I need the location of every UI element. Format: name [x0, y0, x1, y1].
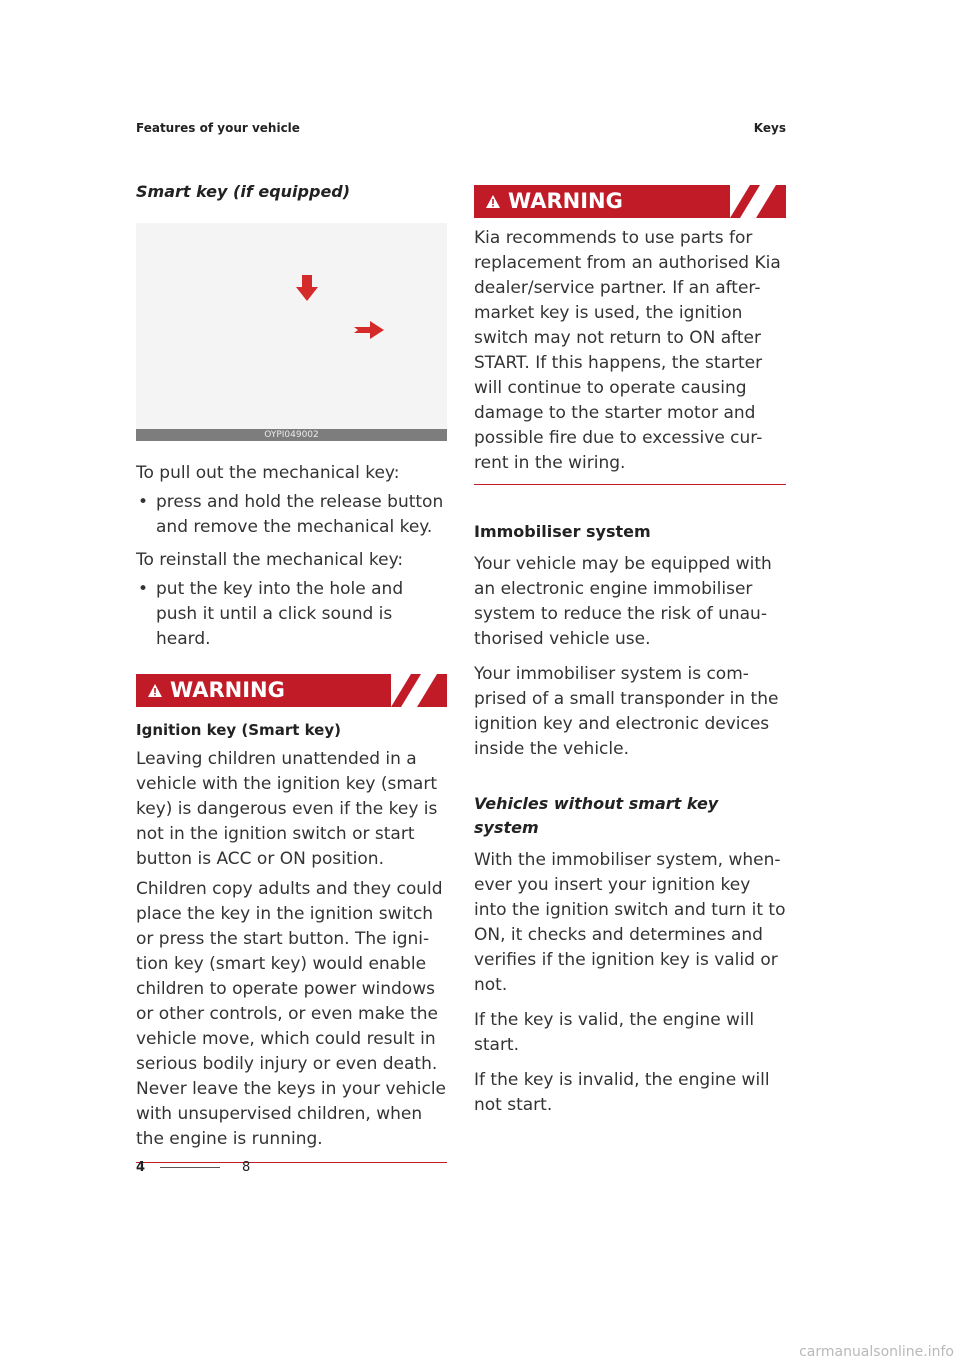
immobiliser-heading: Immobiliser system	[474, 522, 651, 541]
no-smart-key-paragraph: With the immobiliser system, when-ever you insert your ignition key into the ignition switch and turn it to ON, it checks and determines and verifies if the ignition key is valid or not.	[474, 850, 786, 995]
warning-triangle-icon	[486, 195, 500, 208]
no-smart-key-paragraph: If the key is invalid, the engine will not start.	[474, 1070, 770, 1115]
right-column	[474, 185, 786, 1118]
smart-key-figure	[136, 223, 447, 429]
pull-out-list	[136, 490, 447, 540]
warning-subheading: Ignition key (Smart key)	[136, 721, 341, 739]
chapter-number: 4	[136, 1160, 146, 1175]
warning-divider	[136, 1162, 447, 1163]
immobiliser-paragraph: Your immobiliser system is com-prised of a small transponder in the ignition key and electronic devices inside the vehicle.	[474, 664, 779, 759]
slash-decoration-icon	[730, 185, 786, 218]
warning-label: WARNING	[170, 678, 285, 702]
immobiliser-paragraph: Your vehicle may be equipped with an electronic engine immobiliser system to reduce the risk of unau-thorised vehicle use.	[474, 554, 772, 649]
smart-key-heading: Smart key (if equipped)	[136, 182, 351, 201]
page-number-divider	[160, 1167, 220, 1168]
warning-banner	[136, 674, 447, 707]
page-number: 8	[242, 1160, 251, 1175]
arrow-right-icon	[354, 321, 384, 339]
no-smart-key-paragraph: If the key is valid, the engine will start.	[474, 1010, 755, 1055]
list-item: • press and hold the release button and remove the mechanical key.	[136, 490, 447, 540]
reinstall-list	[136, 577, 447, 652]
slash-decoration-icon	[391, 674, 447, 707]
warning-triangle-icon	[148, 684, 162, 697]
no-smart-key-heading: Vehicles without smart key system	[474, 794, 719, 837]
watermark: carmanualsonline.info	[799, 1344, 954, 1360]
warning-label: WARNING	[508, 189, 623, 213]
reinstall-intro: To reinstall the mechanical key:	[136, 550, 404, 570]
arrow-down-icon	[296, 275, 318, 301]
list-item: • put the key into the hole and push it until a click sound is heard.	[136, 577, 447, 652]
warning-paragraph: Leaving children unattended in a vehicle with the ignition key (smart key) is dangerous even if the key is not in the ignition switch or start button is ACC or ON position.	[136, 749, 438, 869]
warning-divider	[474, 484, 786, 485]
header-topic: Keys	[753, 121, 786, 135]
warning-paragraph: Kia recommends to use parts for replacement from an authorised Kia dealer/service partner. If an after-market key is used, the ignition switch may not return to ON after START. If this happens, the starter will continue to operate causing damage to the starter motor and possible fire due to excessive cur-rent in the wiring.	[474, 228, 781, 473]
pull-out-intro: To pull out the mechanical key:	[136, 463, 400, 483]
warning-paragraph: Children copy adults and they could place the key in the ignition switch or press the start button. The igni-tion key (smart key) would enable children to operate power windows or other controls, or even make the vehicle move, which could result in serious bodily injury or even death. Never leave the keys in your vehicle with unsupervised children, when the engine is running.	[136, 879, 447, 1149]
header-section: Features of your vehicle	[136, 121, 300, 135]
left-column	[136, 182, 447, 1163]
figure-caption: OYPI049002	[136, 429, 447, 441]
warning-banner	[474, 185, 786, 218]
